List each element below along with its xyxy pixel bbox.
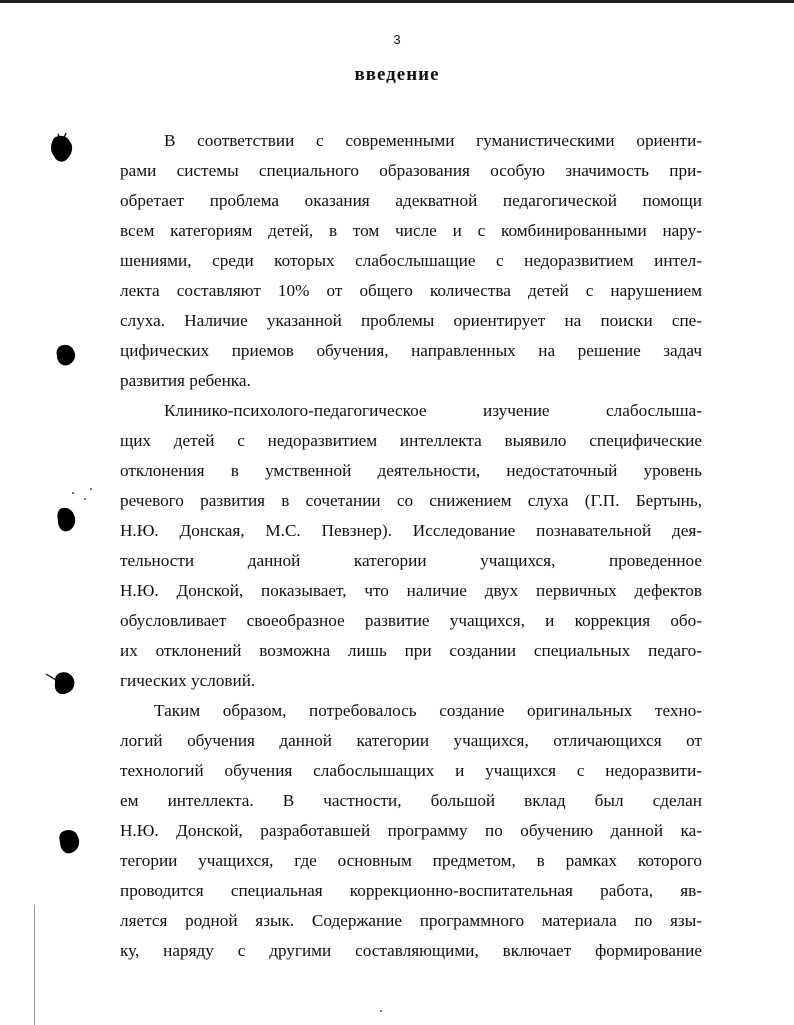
- text-line: цифических приемов обучения, направленных на решение задач: [120, 341, 702, 360]
- text-line: ем интеллекта. В частности, большой вклад был сделан: [120, 791, 702, 810]
- text-line: развития ребенка.: [120, 371, 251, 390]
- scan-speck: [380, 1010, 382, 1012]
- text-line: логий обучения данной категории учащихся, отличающихся от: [120, 731, 702, 750]
- text-line: слуха. Наличие указанной проблемы ориентирует на поиски спе-: [120, 311, 702, 330]
- text-line: их отклонений возможна лишь при создании специальных педаго-: [120, 641, 702, 660]
- text-line: гических условий.: [120, 671, 256, 690]
- text-line: речевого развития в сочетании со снижением слуха (Г.П. Бертынь,: [120, 491, 702, 510]
- ink-blot-icon: [44, 668, 80, 698]
- text-line: лекта составляют 10% от общего количества детей с нарушением: [120, 281, 702, 300]
- margin-binding-rule: [34, 905, 35, 1025]
- text-line: всем категориям детей, в том числе и с комбинированными нару-: [120, 221, 702, 240]
- text-line: проводится специальная коррекционно-воспитательная работа, яв-: [120, 881, 702, 900]
- text-line: тегории учащихся, где основным предметом, в рамках которого: [120, 851, 702, 870]
- text-line: Н.Ю. Донской, показывает, что наличие двух первичных дефектов: [120, 581, 702, 600]
- text-line: Клинико-психолого-педагогическое изучение слабослыша-: [164, 401, 702, 420]
- text-line: отклонения в умственной деятельности, недостаточный уровень: [120, 461, 702, 480]
- text-line: технологий обучения слабослышащих и учащихся с недоразвити-: [120, 761, 702, 780]
- page-title: введение: [354, 64, 440, 85]
- text-line: В соответствии с современными гуманистическими ориенти-: [164, 131, 702, 150]
- text-line: тельности данной категории учащихся, проведенное: [120, 551, 702, 570]
- scan-speck: [72, 492, 74, 494]
- text-line: обретает проблема оказания адекватной педагогической помощи: [120, 191, 702, 210]
- text-line: щих детей с недоразвитием интеллекта выявило специфические: [120, 431, 702, 450]
- ink-blot-icon: [56, 826, 84, 858]
- scan-top-border: [0, 0, 794, 3]
- text-line: обусловливает своеобразное развитие учащихся, и коррекция обо-: [120, 611, 702, 630]
- page-number: 3: [393, 32, 401, 47]
- text-line: шениями, среди которых слабослышащие с недоразвитием интел-: [120, 251, 702, 270]
- text-line: ку, наряду с другими составляющими, включает формирование: [120, 941, 702, 960]
- scan-speck: [90, 488, 92, 490]
- text-line: Н.Ю. Донской, разработавшей программу по обучению данной ка-: [120, 821, 702, 840]
- paragraph-2: [120, 396, 702, 696]
- ink-blot-icon: [48, 132, 76, 166]
- paragraph-1: [120, 126, 702, 396]
- text-line: Таким образом, потребовалось создание оригинальных техно-: [154, 701, 702, 720]
- scan-speck: [84, 498, 86, 500]
- text-line: ляется родной язык. Содержание программного материала по язы-: [120, 911, 702, 930]
- text-line: рами системы специального образования особую значимость при-: [120, 161, 702, 180]
- ink-blot-icon: [54, 342, 78, 368]
- ink-blot-icon: [54, 505, 78, 535]
- text-line: Н.Ю. Донская, М.С. Певзнер). Исследование познавательной дея-: [120, 521, 702, 540]
- body-text: [120, 126, 702, 966]
- paragraph-3: [120, 696, 702, 966]
